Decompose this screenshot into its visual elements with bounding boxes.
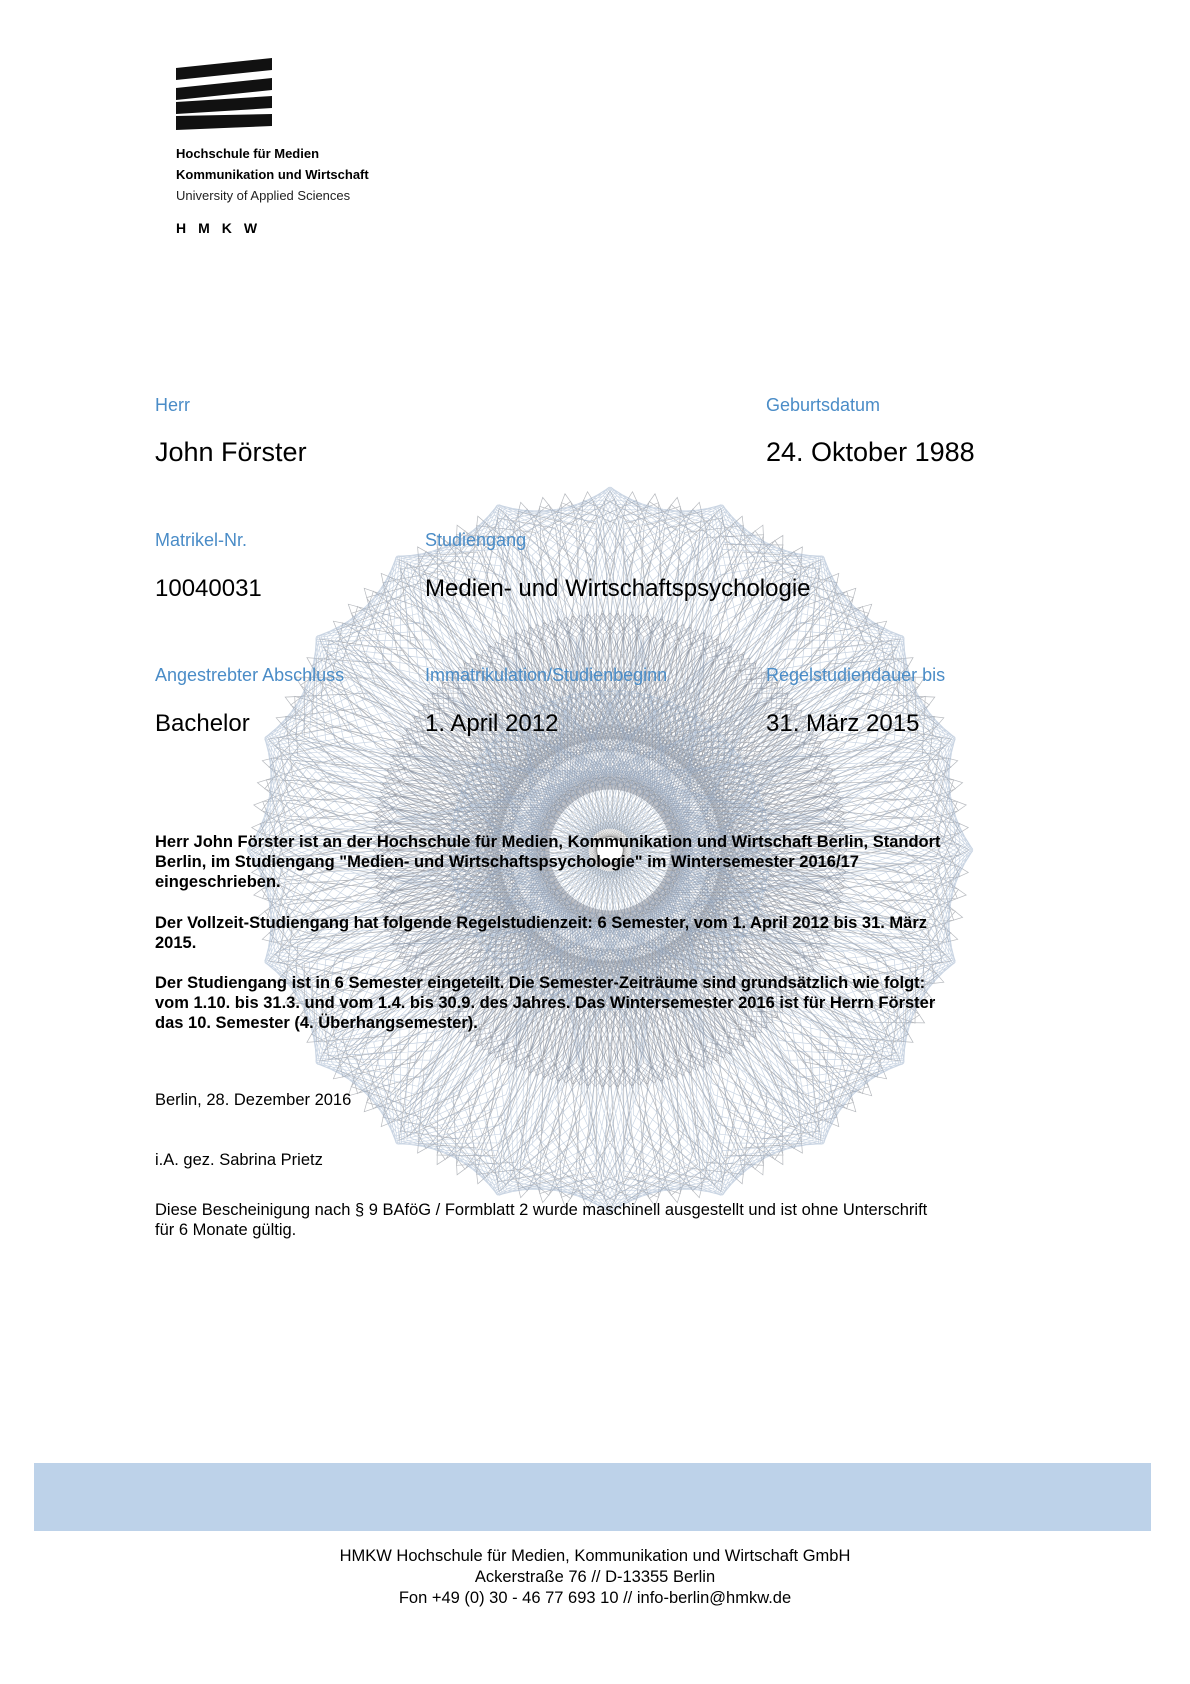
paragraph-line: Der Studiengang ist in 6 Semester eingeteilt. Die Semester-Zeiträume sind grundsätzlich wie folgt: [155, 974, 926, 992]
enrollment-paragraph [155, 832, 1035, 892]
matrikel-label: Matrikel-Nr. [155, 530, 248, 550]
salutation-label: Herr [155, 395, 190, 415]
hmkw-stripes-logo-icon [176, 58, 272, 130]
footer-contact: Fon +49 (0) 30 - 46 77 693 10 // info-berlin@hmkw.de [398, 1589, 792, 1607]
birthdate-label: Geburtsdatum [766, 395, 881, 415]
semester-paragraph [155, 973, 1035, 1033]
student-name: John Förster [155, 437, 307, 467]
place-date: Berlin, 28. Dezember 2016 [155, 1091, 352, 1109]
university-name-line-3: University of Applied Sciences [176, 188, 351, 203]
duration-label: Regelstudiendauer bis [766, 665, 946, 685]
note-line: für 6 Monate gültig. [155, 1221, 297, 1239]
paragraph-line: das 10. Semester (4. Überhangsemester). [155, 1014, 478, 1032]
enrollment-value: 1. April 2012 [425, 710, 559, 737]
study-duration-paragraph [155, 913, 1035, 953]
enrollment-label: Immatrikulation/Studienbeginn [425, 665, 668, 685]
university-acronym: HMKW [176, 220, 270, 236]
validity-note [155, 1200, 927, 1240]
footer-band [34, 1463, 1151, 1531]
program-label: Studiengang [425, 530, 527, 550]
footer-company: HMKW Hochschule für Medien, Kommunikation und Wirtschaft GmbH [339, 1547, 851, 1565]
signature-line: i.A. gez. Sabrina Prietz [155, 1151, 323, 1169]
paragraph-line: vom 1.10. bis 31.3. und vom 1.4. bis 30.9. des Jahres. Das Wintersemester 2016 ist für Herrn Förster [155, 994, 936, 1012]
matrikel-value: 10040031 [155, 575, 262, 602]
footer-address: Ackerstraße 76 // D-13355 Berlin [474, 1568, 716, 1586]
duration-value: 31. März 2015 [766, 710, 920, 737]
university-name-line-2: Kommunikation und Wirtschaft [176, 167, 369, 182]
note-line: Diese Bescheinigung nach § 9 BAföG / Formblatt 2 wurde maschinell ausgestellt und ist ohne Unterschrift [155, 1201, 928, 1219]
paragraph-line: Der Vollzeit-Studiengang hat folgende Regelstudienzeit: 6 Semester, vom 1. April 2012 bis 31. März [155, 914, 928, 932]
paragraph-line: Herr John Förster ist an der Hochschule für Medien, Kommunikation und Wirtschaft Berlin, Standort [155, 833, 941, 851]
program-value: Medien- und Wirtschaftspsychologie [425, 575, 811, 602]
birthdate-value: 24. Oktober 1988 [766, 437, 975, 467]
paragraph-line: 2015. [155, 934, 197, 952]
university-name-line-1: Hochschule für Medien [176, 146, 320, 161]
degree-value: Bachelor [155, 710, 250, 737]
degree-label: Angestrebter Abschluss [155, 665, 345, 685]
paragraph-line: Berlin, im Studiengang "Medien- und Wirtschaftspsychologie" im Wintersemester 2016/17 [155, 853, 859, 871]
paragraph-line: eingeschrieben. [155, 873, 281, 891]
